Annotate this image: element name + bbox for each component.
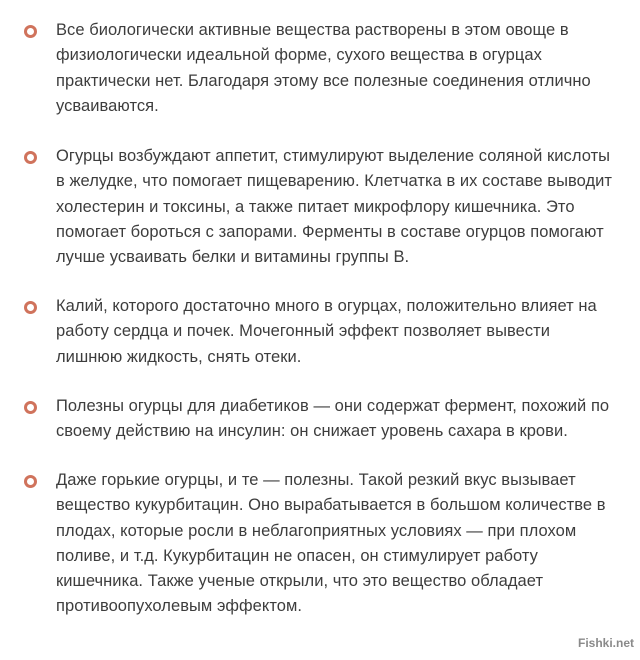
list-item-text: Даже горькие огурцы, и те — полезны. Такой резкий вкус вызывает вещество кукурбитацин. Оно вырабатывается в большом количестве в плодах, которые росли в неблагоприятных условиях — при плохом поливе, и т.д. Кукурбитацин не опасен, он стимулирует работу кишечника. Также ученые открыли, что это вещество обладает противоопухолевым эффектом. [56,471,606,616]
circle-bullet-icon [24,25,37,38]
list-item-text: Полезны огурцы для диабетиков — они содержат фермент, похожий по своему действию на инсулин: он снижает уровень сахара в крови. [56,397,610,441]
circle-bullet-icon [24,475,37,488]
circle-bullet-icon [24,401,37,414]
list-item-text: Все биологически активные вещества растворены в этом овоще в физиологически идеальной форме, сухого вещества в огурцах практически нет. Благодаря этому все полезные соединения отлично усваиваются. [56,21,591,115]
list-item-text: Огурцы возбуждают аппетит, стимулируют выделение соляной кислоты в желудке, что помогает пищеварению. Клетчатка в их составе выводит холестерин и токсины, а также питает микрофлору кишечника. Это помогает бороться с запорами. Ферменты в составе огурцов помогают лучше усваивать белки и витамины группы В. [56,147,613,267]
circle-bullet-icon [24,301,37,314]
watermark: Fishki.net [577,636,634,650]
list-item-text: Калий, которого достаточно много в огурцах, положительно влияет на работу сердца и почек. Мочегонный эффект позволяет вывести лишнюю жидкость, снять отеки. [56,297,597,366]
circle-bullet-icon [24,151,37,164]
